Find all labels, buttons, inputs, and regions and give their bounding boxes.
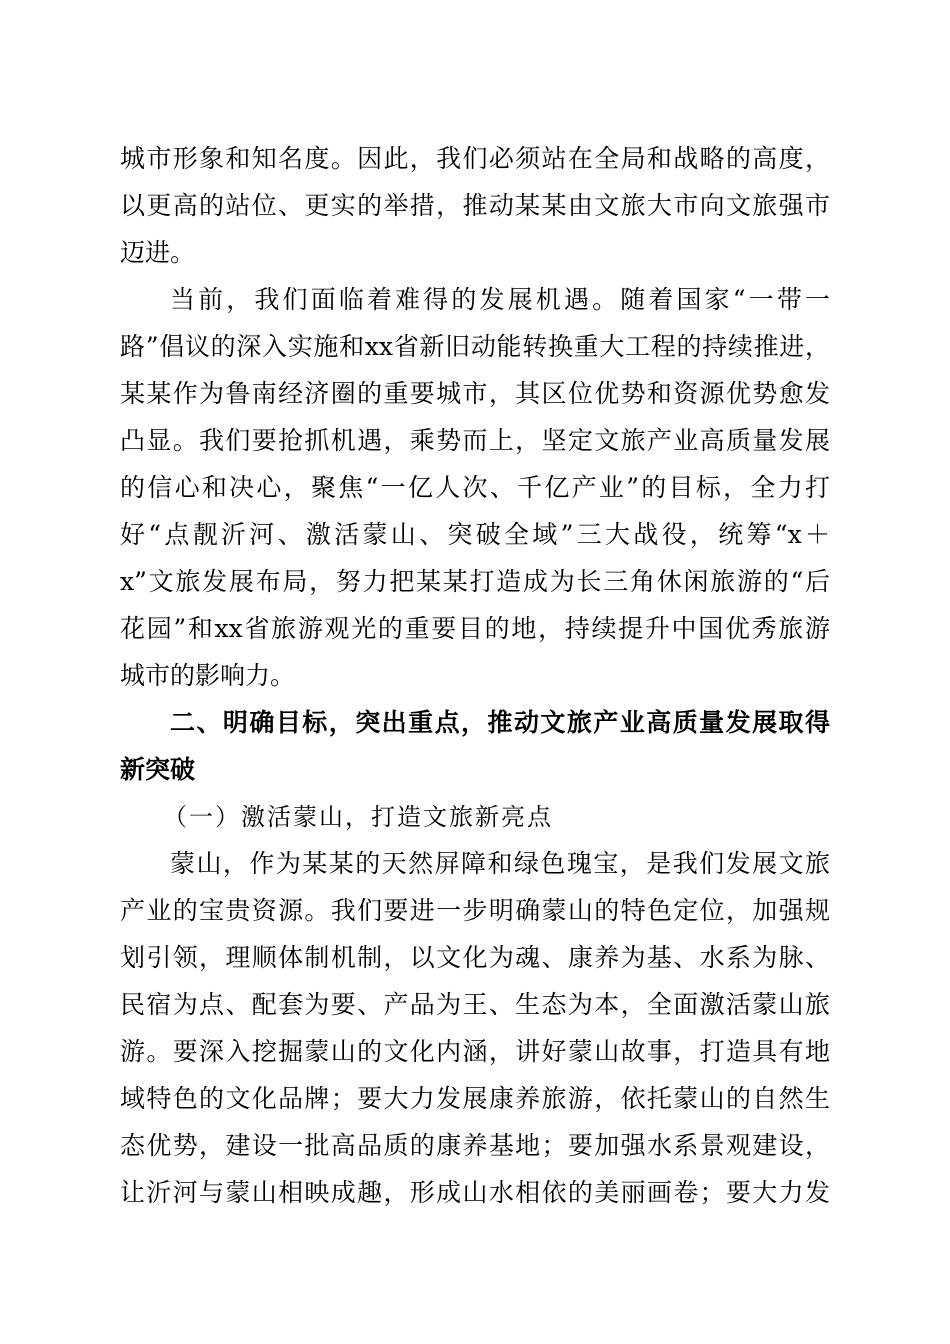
subsection-heading: （一）激活蒙山，打造文旅新亮点 — [163, 803, 553, 831]
text-line: 以更高的站位、更实的举措，推动某某由文旅大市向文旅强市 — [120, 191, 830, 220]
text-line: 产业的宝贵资源。我们要进一步明确蒙山的特色定位，加强规 — [120, 896, 830, 925]
text-line: 城市形象和知名度。因此，我们必须站在全局和战略的高度， — [120, 144, 830, 173]
text-line: 游。要深入挖掘蒙山的文化内涵，讲好蒙山故事，打造具有地 — [120, 1037, 830, 1066]
text-line: 好“点靓沂河、激活蒙山、突破全域”三大战役，统筹“x＋ — [120, 520, 830, 549]
paragraph-first-line: 当前，我们面临着难得的发展机遇。随着国家“一带一 — [170, 285, 830, 314]
text-line: 民宿为点、配套为要、产品为王、生态为本，全面激活蒙山旅 — [120, 990, 830, 1019]
text-line: 划引领，理顺体制机制，以文化为魂、康养为基、水系为脉、 — [120, 943, 830, 972]
section-heading-continued: 新突破 — [120, 755, 196, 784]
section-heading: 二、明确目标，突出重点，推动文旅产业高质量发展取得 — [170, 708, 830, 737]
text-line: 的信心和决心，聚焦“一亿人次、千亿产业”的目标，全力打 — [120, 473, 830, 502]
text-line: x”文旅发展布局，努力把某某打造成为长三角休闲旅游的“后 — [120, 567, 830, 596]
paragraph-first-line: 蒙山，作为某某的天然屏障和绿色瑰宝，是我们发展文旅 — [170, 849, 830, 878]
text-line: 花园”和xx省旅游观光的重要目的地，持续提升中国优秀旅游 — [120, 614, 830, 643]
text-line: 迈进。 — [120, 238, 196, 267]
text-line: 域特色的文化品牌；要大力发展康养旅游，依托蒙山的自然生 — [120, 1084, 830, 1113]
text-line: 城市的影响力。 — [120, 661, 296, 690]
text-line: 让沂河与蒙山相映成趣，形成山水相依的美丽画卷；要大力发 — [120, 1178, 830, 1207]
text-line: 态优势，建设一批高品质的康养基地；要加强水系景观建设， — [120, 1131, 830, 1160]
text-line: 某某作为鲁南经济圈的重要城市，其区位优势和资源优势愈发 — [120, 379, 830, 408]
text-line: 路”倡议的深入实施和xx省新旧动能转换重大工程的持续推进， — [120, 332, 830, 361]
text-line: 凸显。我们要抢抓机遇，乘势而上，坚定文旅产业高质量发展 — [120, 426, 830, 455]
